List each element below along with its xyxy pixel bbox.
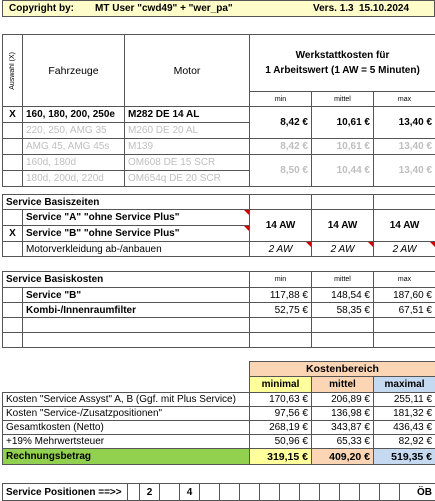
vehicle-name: 160, 180, 200, 250e <box>23 107 125 123</box>
kosten-mittel: 343,87 € <box>312 421 374 435</box>
vehicle-motor: M139 <box>125 139 250 155</box>
kosten-min: 97,56 € <box>250 407 312 421</box>
position-cell[interactable] <box>320 484 340 501</box>
basiskosten-max: 67,51 € <box>374 303 435 318</box>
vehicle-name: 160d, 180d <box>23 155 125 171</box>
position-cell-oeb[interactable]: ÖB <box>400 484 435 501</box>
col-mittel-header: mittel <box>312 92 374 107</box>
position-cell[interactable] <box>380 484 400 501</box>
kosten-label: +19% Mehrwertsteuer <box>3 435 250 449</box>
kosten-min: 50,96 € <box>250 435 312 449</box>
kosten-min: 268,19 € <box>250 421 312 435</box>
vehicle-row[interactable] <box>3 107 435 123</box>
basiskosten-min: 117,88 € <box>250 288 312 303</box>
empty-cell <box>374 333 435 348</box>
empty-cell <box>250 333 312 348</box>
version-label: Vers. 1.3 <box>313 1 354 16</box>
service-row[interactable] <box>3 210 435 226</box>
kosten-min: 170,63 € <box>250 393 312 407</box>
position-cell[interactable] <box>340 484 360 501</box>
kosten-total-label: Rechnungsbetrag <box>3 449 250 465</box>
kosten-col-max: maximal <box>374 377 435 393</box>
positionen-table <box>2 483 435 501</box>
kosten-col-min: minimal <box>250 377 312 393</box>
kosten-row <box>3 435 435 449</box>
vehicle-motor: M260 DE 20 AL <box>125 123 250 139</box>
aw-min: 14 AW <box>250 210 312 242</box>
kosten-max: 255,11 € <box>374 393 435 407</box>
col-fahrzeuge-header: Fahrzeuge <box>23 35 125 107</box>
price-min: 8,42 € <box>250 139 312 155</box>
service-select-cell[interactable] <box>3 242 23 257</box>
vehicle-select-cell[interactable] <box>3 123 23 139</box>
price-mittel: 10,61 € <box>312 139 374 155</box>
empty-cell <box>3 377 250 393</box>
service-label: Service "B" "ohne Service Plus" <box>23 226 250 242</box>
kosten-row <box>3 407 435 421</box>
kosten-label: Kosten "Service-/Zusatzpositionen" <box>3 407 250 421</box>
empty-cell <box>312 318 374 333</box>
vehicle-select-cell[interactable] <box>3 139 23 155</box>
col-werkstatt-header: Werkstattkosten für 1 Arbeitswert (1 AW = 5 Minuten) <box>250 35 435 92</box>
vehicle-table <box>2 34 435 187</box>
position-cell[interactable] <box>360 484 380 501</box>
col-min-header: min <box>250 92 312 107</box>
empty-cell <box>250 195 312 210</box>
kosten-max: 436,43 € <box>374 421 435 435</box>
service-select-cell[interactable]: X <box>3 226 23 242</box>
service-select-cell[interactable] <box>3 210 23 226</box>
aw-sub-min: 2 AW <box>250 242 312 257</box>
col-auswahl-label: Auswahl (X) <box>9 52 16 90</box>
price-max: 13,40 € <box>374 155 435 187</box>
kosten-total-row <box>3 449 435 465</box>
aw-sub-max: 2 AW <box>374 242 435 257</box>
vehicle-motor: OM608 DE 15 SCR <box>125 155 250 171</box>
kosten-row <box>3 393 435 407</box>
copyright-header <box>2 0 435 17</box>
kosten-total-min: 319,15 € <box>250 449 312 465</box>
vehicle-motor: M282 DE 14 AL <box>125 107 250 123</box>
copyright-authors: MT User "cwd49" + "wer_pa" <box>95 1 233 16</box>
position-cell[interactable] <box>220 484 240 501</box>
basiskosten-min: 52,75 € <box>250 303 312 318</box>
basiskosten-col-max: max <box>374 272 435 288</box>
empty-cell <box>3 333 23 348</box>
basiskosten-max: 187,60 € <box>374 288 435 303</box>
col-max-header: max <box>374 92 435 107</box>
price-min: 8,42 € <box>250 107 312 139</box>
kosten-total-max: 519,35 € <box>374 449 435 465</box>
position-cell[interactable] <box>260 484 280 501</box>
kosten-table <box>2 361 435 465</box>
kosten-max: 181,32 € <box>374 407 435 421</box>
vehicle-motor: OM654q DE 20 SCR <box>125 171 250 187</box>
empty-cell <box>3 318 23 333</box>
empty-cell <box>312 195 374 210</box>
kosten-mittel: 65,33 € <box>312 435 374 449</box>
basiskosten-row <box>3 303 435 318</box>
positionen-label: Service Positionen ==>> <box>3 484 128 501</box>
empty-cell <box>23 333 250 348</box>
vehicle-row[interactable] <box>3 139 435 155</box>
empty-cell <box>3 288 23 303</box>
vehicle-select-cell[interactable]: X <box>3 107 23 123</box>
service-label: Service "A" "ohne Service Plus" <box>23 210 250 226</box>
service-row[interactable] <box>3 242 435 257</box>
basiskosten-label: Service "B" <box>23 288 250 303</box>
empty-cell <box>374 195 435 210</box>
position-cell[interactable]: 2 <box>140 484 160 501</box>
basiskosten-row <box>3 288 435 303</box>
vehicle-name: 180d, 200d, 220d <box>23 171 125 187</box>
position-cell[interactable] <box>128 484 140 501</box>
position-cell[interactable]: 4 <box>180 484 200 501</box>
basiskosten-mittel: 58,35 € <box>312 303 374 318</box>
price-max: 13,40 € <box>374 139 435 155</box>
kosten-total-mittel: 409,20 € <box>312 449 374 465</box>
basiskosten-table <box>2 271 435 348</box>
position-cell[interactable] <box>300 484 320 501</box>
kosten-col-mittel: mittel <box>312 377 374 393</box>
kosten-label: Gesamtkosten (Netto) <box>3 421 250 435</box>
kosten-title: Kostenbereich <box>250 362 435 377</box>
price-mittel: 10,61 € <box>312 107 374 139</box>
empty-cell <box>250 318 312 333</box>
kosten-row <box>3 421 435 435</box>
basiskosten-title: Service Basiskosten <box>3 272 250 288</box>
col-motor-header: Motor <box>125 35 250 107</box>
price-max: 13,40 € <box>374 107 435 139</box>
service-label: Motorverkleidung ab-/anbauen <box>23 242 250 257</box>
basiskosten-mittel: 148,54 € <box>312 288 374 303</box>
basiskosten-col-mittel: mittel <box>312 272 374 288</box>
basiskosten-col-min: min <box>250 272 312 288</box>
kosten-mittel: 136,98 € <box>312 407 374 421</box>
aw-max: 14 AW <box>374 210 435 242</box>
kosten-max: 82,92 € <box>374 435 435 449</box>
basiszeiten-title: Service Basiszeiten <box>3 195 250 210</box>
price-mittel: 10,44 € <box>312 155 374 187</box>
kosten-mittel: 206,89 € <box>312 393 374 407</box>
vehicle-name: AMG 45, AMG 45s <box>23 139 125 155</box>
basiskosten-label: Kombi-/Innenraumfilter <box>23 303 250 318</box>
copyright-label: Copyright by: <box>9 1 74 16</box>
empty-cell <box>23 318 250 333</box>
kosten-label: Kosten "Service Assyst" A, B (Ggf. mit Plus Service) <box>3 393 250 407</box>
col-auswahl-header <box>3 35 23 107</box>
position-cell[interactable] <box>200 484 220 501</box>
empty-cell <box>374 318 435 333</box>
position-cell[interactable] <box>160 484 180 501</box>
aw-mittel: 14 AW <box>312 210 374 242</box>
price-min: 8,50 € <box>250 155 312 187</box>
position-cell[interactable] <box>240 484 260 501</box>
aw-sub-mittel: 2 AW <box>312 242 374 257</box>
empty-cell <box>3 303 23 318</box>
version-date: 15.10.2024 <box>359 1 409 16</box>
empty-cell <box>312 333 374 348</box>
basiszeiten-table <box>2 194 435 257</box>
vehicle-select-cell[interactable] <box>3 171 23 187</box>
vehicle-row[interactable] <box>3 155 435 171</box>
position-cell[interactable] <box>280 484 300 501</box>
vehicle-select-cell[interactable] <box>3 155 23 171</box>
empty-cell <box>3 362 250 377</box>
vehicle-name: 220, 250, AMG 35 <box>23 123 125 139</box>
